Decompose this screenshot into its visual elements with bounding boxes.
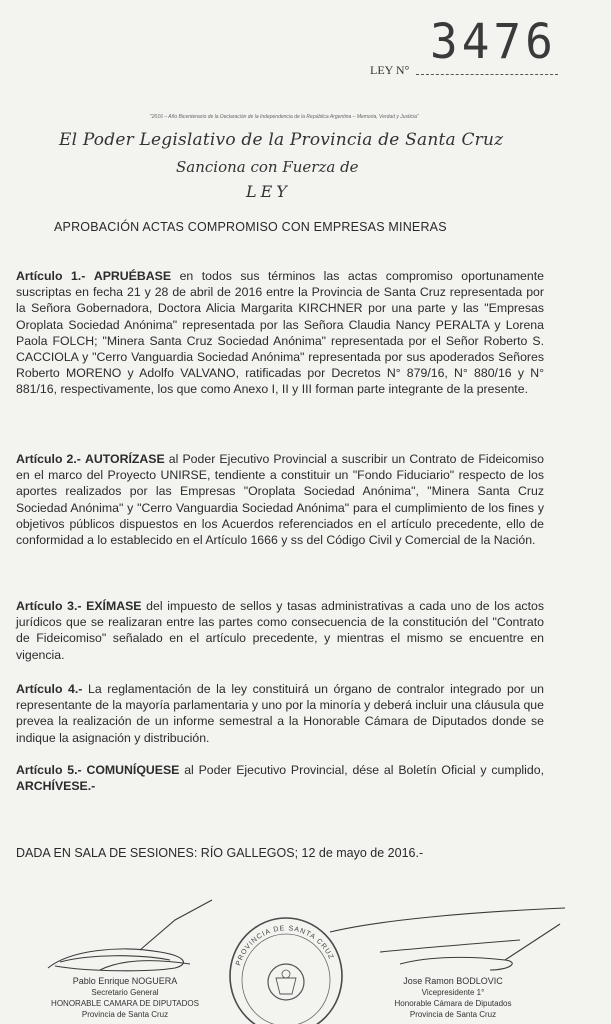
signer-name: Jose Ramon BODLOVIC bbox=[403, 976, 503, 986]
left-signature-icon bbox=[48, 900, 212, 971]
left-signature-block bbox=[40, 976, 210, 1020]
heading-line-1: El Poder Legislativo de la Provincia de Santa Cruz bbox=[59, 130, 504, 150]
article-2 bbox=[16, 451, 544, 548]
signer-org: HONORABLE CAMARA DE DIPUTADOS bbox=[51, 999, 199, 1008]
right-signature-icon bbox=[330, 908, 565, 970]
article-3 bbox=[16, 598, 544, 663]
sanction-date: DADA EN SALA DE SESIONES: RÍO GALLEGOS; 12 de mayo de 2016.- bbox=[16, 846, 424, 860]
signer-role: Secretario General bbox=[91, 988, 159, 997]
law-number-line bbox=[416, 74, 558, 75]
article-label: Artículo 4.- bbox=[16, 682, 83, 696]
article-keyword: AUTORÍZASE bbox=[85, 452, 165, 466]
article-4 bbox=[16, 681, 544, 746]
seal-text: PROVINCIA DE SANTA CRUZ bbox=[235, 925, 335, 967]
signer-province: Provincia de Santa Cruz bbox=[409, 1010, 497, 1019]
heading-line-3: LEY bbox=[246, 182, 291, 201]
article-text: al Poder Ejecutivo Provincial, dése al Boletín Oficial y cumplido, bbox=[179, 763, 544, 777]
article-text: La reglamentación de la ley constituirá un órgano de contralor integrado por un representante de la mayoría parlamentaria y uno por la minoría y deberá incluir una cláusula que prevea la realización de un informe semestral a la Honorable Cámara de Diputados donde se indique la asignación y distribución. bbox=[16, 682, 544, 745]
right-signature-block bbox=[378, 976, 528, 1020]
article-1 bbox=[16, 268, 544, 398]
law-number: 3476 bbox=[430, 12, 557, 70]
article-label: Artículo 3.- bbox=[16, 599, 82, 613]
official-seal-icon bbox=[230, 918, 342, 1024]
signer-org: Honorable Cámara de Diputados bbox=[394, 999, 512, 1008]
article-label: Artículo 5.- bbox=[16, 763, 82, 777]
article-keyword: EXÍMASE bbox=[86, 599, 142, 613]
article-label: Artículo 2.- bbox=[16, 452, 81, 466]
signer-role: Vicepresidente 1° bbox=[421, 988, 485, 997]
signer-province: Provincia de Santa Cruz bbox=[81, 1010, 169, 1019]
year-motto: "2016 – Año Bicentenario de la Declaración de la Independencia de la República Argentina – Memoria, Verdad y Justicia" bbox=[150, 114, 419, 120]
article-keyword: APRUÉBASE bbox=[93, 269, 172, 283]
article-keyword-2: ARCHÍVESE.- bbox=[16, 779, 96, 794]
article-text: del impuesto de sellos y tasas administrativas a cada uno de los actos jurídicos que se realizaran entre las partes como consecuencia de la constitución del "Contrato de Fideicomiso" señalado en el artículo precedente, y mientras el mismo se encuentre en vigencia. bbox=[16, 599, 544, 662]
article-keyword: COMUNÍQUESE bbox=[86, 763, 180, 777]
heading-line-2: Sanciona con Fuerza de bbox=[176, 158, 359, 176]
law-title: APROBACIÓN ACTAS COMPROMISO CON EMPRESAS MINERAS bbox=[54, 220, 447, 234]
article-text: al Poder Ejecutivo Provincial a suscribir un Contrato de Fideicomiso en el marco del Proyecto UNIRSE, tendiente a constituir un "Fondo Fiduciario" respecto de los aportes realizados por las Empresas "Oroplata Sociedad Anónima", "Minera Santa Cruz Sociedad Anónima" y "Cerro Vanguardia Sociedad Anónima" para el cumplimiento de los fines y objetivos públicos dispuestos en los Acuerdos referenciados en el artículo precedente, ello de conformidad a lo establecido en el Artículo 1666 y ss del Código Civil y Comercial de la Nación. bbox=[16, 452, 544, 548]
article-text: en todos sus términos las actas compromiso oportunamente suscriptas en fecha 21 y 28 de abril de 2016 entre la Provincia de Santa Cruz representada por la Señora Gobernadora, Doctora Alicia Margarita KIRCHNER por una parte y las "Empresas Oroplata Sociedad Anónima" representada por las Señora Claudia Nancy PERALTA y Lorena Paola FOLCH; "Minera Santa Cruz Sociedad Anónima" representada por el Señor Roberto S. CACCIOLA y "Cerro Vanguardia Sociedad Anónima" representada por sus apoderados Señores Roberto MORENO y Adolfo VALVANO, ratificadas por Decretos N° 879/16, N° 880/16 y N° 881/16, respectivamente, los que como Anexo I, II y III forman parte integrante de la presente. bbox=[16, 269, 544, 397]
law-number-label: LEY N° bbox=[370, 63, 410, 77]
signer-name: Pablo Enrique NOGUERA bbox=[72, 976, 178, 986]
article-label: Artículo 1.- bbox=[16, 269, 86, 283]
article-5 bbox=[16, 762, 544, 794]
